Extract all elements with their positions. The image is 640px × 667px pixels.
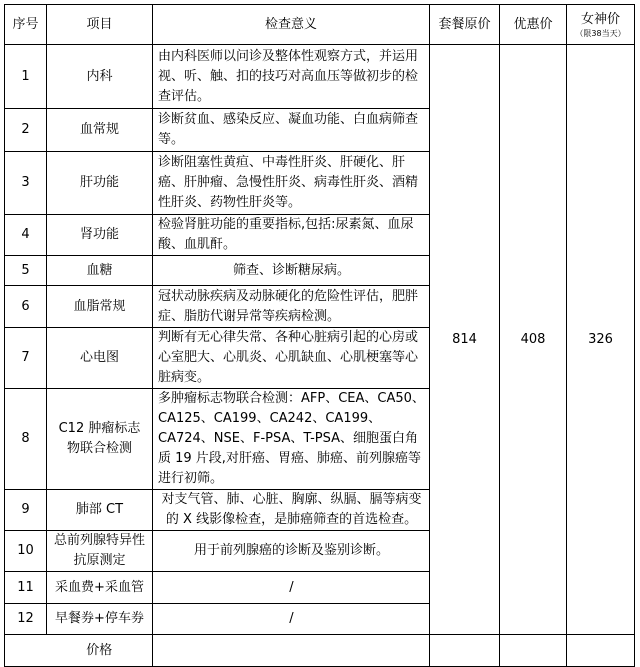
row-meaning: 对支气管、肺、心脏、胸廓、纵膈、膈等病变的 X 线影像检查，是肺癌筛查的首选检查。 <box>153 490 430 531</box>
row-item: 总前列腺特异性抗原测定 <box>47 531 153 572</box>
row-item: 肺部 CT <box>47 490 153 531</box>
row-item: 血糖 <box>47 256 153 286</box>
header-discount-price: 优惠价 <box>500 5 567 45</box>
row-meaning: 检验肾脏功能的重要指标,包括:尿素氮、血尿酸、血肌酐。 <box>153 215 430 256</box>
row-item: 肝功能 <box>47 152 153 215</box>
price-discount: 408 <box>500 45 567 635</box>
row-meaning: 诊断阻塞性黄疸、中毒性肝炎、肝硬化、肝癌、肝肿瘤、急慢性肝炎、病毒性肝炎、酒精性肝炎、药物性肝炎等。 <box>153 152 430 215</box>
table-row <box>5 45 635 109</box>
row-index: 9 <box>5 490 47 531</box>
package-table <box>4 4 635 667</box>
row-meaning: 筛查、诊断糖尿病。 <box>153 256 430 286</box>
row-index: 10 <box>5 531 47 572</box>
footer-empty <box>5 635 47 667</box>
row-index: 7 <box>5 328 47 389</box>
footer-original <box>430 635 500 667</box>
footer-discount <box>500 635 567 667</box>
price-original: 814 <box>430 45 500 635</box>
header-original-price: 套餐原价 <box>430 5 500 45</box>
row-item: 内科 <box>47 45 153 109</box>
footer-row <box>5 635 635 667</box>
price-goddess: 326 <box>567 45 635 635</box>
footer-goddess <box>567 635 635 667</box>
row-index: 5 <box>5 256 47 286</box>
row-index: 12 <box>5 604 47 635</box>
row-meaning: 判断有无心律失常、各种心脏病引起的心房或心室肥大、心肌炎、心肌缺血、心肌梗塞等心脏病变。 <box>153 328 430 389</box>
header-index: 序号 <box>5 5 47 45</box>
row-index: 2 <box>5 109 47 152</box>
row-item: 早餐券+停车券 <box>47 604 153 635</box>
row-index: 1 <box>5 45 47 109</box>
header-goddess-price-cell <box>567 5 635 45</box>
row-meaning: 用于前列腺癌的诊断及鉴别诊断。 <box>153 531 430 572</box>
footer-spacer <box>153 635 430 667</box>
row-item: 血常规 <box>47 109 153 152</box>
header-goddess-note: （限38当天） <box>575 28 626 38</box>
row-index: 3 <box>5 152 47 215</box>
row-meaning: / <box>153 572 430 604</box>
row-item: 血脂常规 <box>47 286 153 328</box>
row-meaning: 冠状动脉疾病及动脉硬化的危险性评估，肥胖症、脂肪代谢异常等疾病检测。 <box>153 286 430 328</box>
footer-label: 价格 <box>47 635 153 667</box>
row-index: 4 <box>5 215 47 256</box>
row-meaning: 诊断贫血、感染反应、凝血功能、白血病筛查等。 <box>153 109 430 152</box>
header-item: 项目 <box>47 5 153 45</box>
row-item: 采血费+采血管 <box>47 572 153 604</box>
header-meaning: 检查意义 <box>153 5 430 45</box>
row-index: 8 <box>5 389 47 490</box>
row-item: 心电图 <box>47 328 153 389</box>
row-item: C12 肿瘤标志物联合检测 <box>47 389 153 490</box>
row-index: 11 <box>5 572 47 604</box>
row-meaning: 多肿瘤标志物联合检测：AFP、CEA、CA50、CA125、CA199、CA242、CA199、CA724、NSE、F-PSA、T-PSA、细胞蛋白角质 19 片段,对肝癌、胃癌、肺癌、前列腺癌等进行初筛。 <box>153 389 430 490</box>
row-meaning: / <box>153 604 430 635</box>
header-goddess-price: 女神价 <box>580 11 620 27</box>
header-row <box>5 5 635 45</box>
row-index: 6 <box>5 286 47 328</box>
row-item: 肾功能 <box>47 215 153 256</box>
row-meaning: 由内科医师以问诊及整体性观察方式，并运用视、听、触、扣的技巧对高血压等做初步的检查评估。 <box>153 45 430 109</box>
